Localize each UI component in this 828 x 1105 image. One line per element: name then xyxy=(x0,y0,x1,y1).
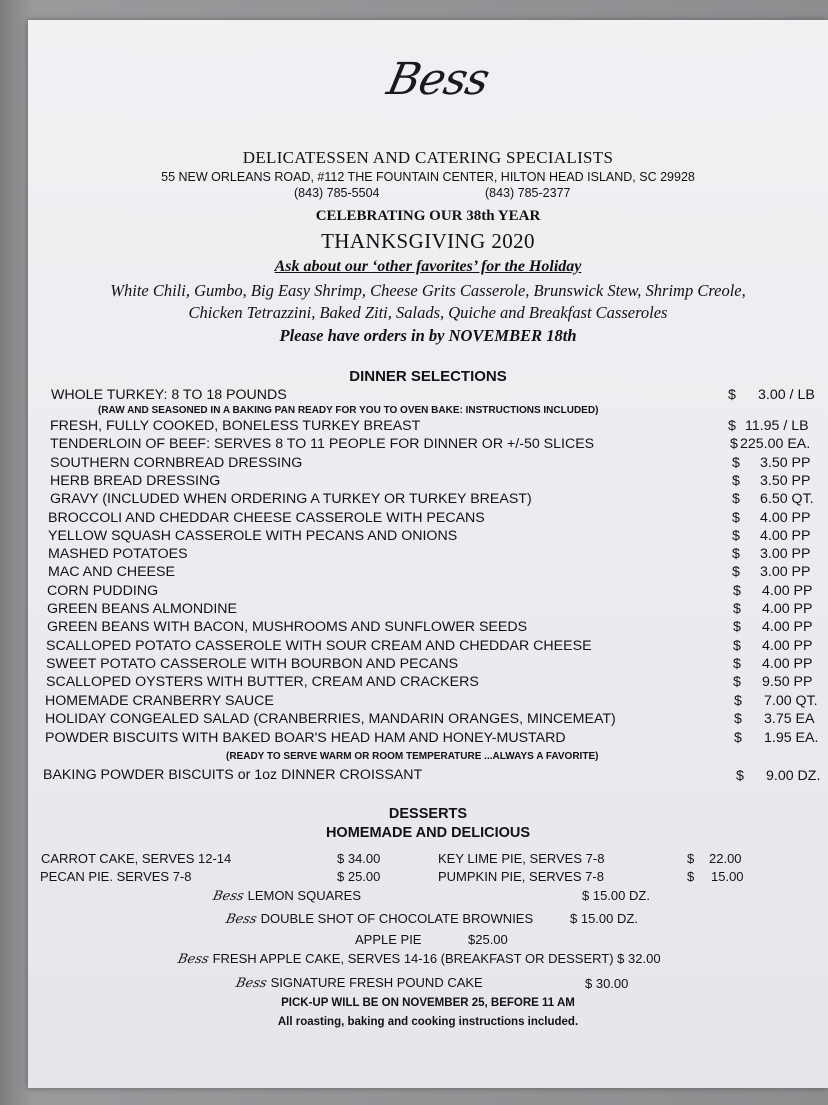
bess-mini-logo: Bess xyxy=(211,889,246,904)
menu-item-price: 4.00 PP xyxy=(762,619,813,635)
dessert-price: $ 15.00 DZ. xyxy=(570,911,638,926)
dinner-selections-title: DINNER SELECTIONS xyxy=(349,368,507,385)
menu-item-name: MAC AND CHEESE xyxy=(48,564,175,580)
special-pound-cake xyxy=(236,975,483,991)
menu-item-name: POWDER BISCUITS WITH BAKED BOAR'S HEAD HAM AND HONEY-MUSTARD xyxy=(45,730,566,746)
menu-item-name: SWEET POTATO CASSEROLE WITH BOURBON AND PECANS xyxy=(46,656,459,672)
special-apple-cake xyxy=(178,951,661,967)
dessert-name: DOUBLE SHOT OF CHOCOLATE BROWNIES xyxy=(260,911,534,926)
menu-item-price: 4.00 PP xyxy=(760,528,811,544)
menu-item-name: SCALLOPED OYSTERS WITH BUTTER, CREAM AND CRACKERS xyxy=(46,674,479,690)
menu-item-price: 4.00 PP xyxy=(760,510,811,526)
dollar-sign: $ xyxy=(733,638,741,654)
dessert-price: $ 25.00 xyxy=(337,869,381,884)
dollar-sign: $ xyxy=(732,564,740,580)
menu-item-name: HOMEMADE CRANBERRY SAUCE xyxy=(45,693,274,709)
dollar-sign: $ xyxy=(732,455,740,471)
menu-item-name: TENDERLOIN OF BEEF: SERVES 8 TO 11 PEOPLE FOR DINNER OR +/-50 SLICES xyxy=(50,436,595,452)
menu-item-name: BAKING POWDER BISCUITS or 1oz DINNER CROISSANT xyxy=(43,767,423,783)
bess-mini-logo: Bess xyxy=(176,952,211,967)
menu-item-price: 7.00 QT. xyxy=(764,693,818,709)
menu-item-price: 3.75 EA xyxy=(764,711,815,727)
menu-item-price: 3.00 PP xyxy=(760,546,811,562)
menu-item-price: 1.95 EA. xyxy=(764,730,819,746)
menu-item-name: SCALLOPED POTATO CASSEROLE WITH SOUR CREAM AND CHEDDAR CHEESE xyxy=(46,638,592,654)
menu-item-price: 3.50 PP xyxy=(760,455,811,471)
dollar-sign: $ xyxy=(734,711,742,727)
menu-item-price: 4.00 PP xyxy=(762,601,813,617)
dessert-price: $ 30.00 xyxy=(585,976,629,991)
menu-item-name: GREEN BEANS ALMONDINE xyxy=(47,601,237,617)
instructions-info: All roasting, baking and cooking instructions included. xyxy=(277,1016,579,1028)
dessert-name: PUMPKIN PIE, SERVES 7-8 xyxy=(438,869,604,884)
menu-item-price: 4.00 PP xyxy=(762,638,813,654)
special-lemon-squares xyxy=(213,888,361,904)
address: 55 NEW ORLEANS ROAD, #112 THE FOUNTAIN CENTER, HILTON HEAD ISLAND, SC 29928 xyxy=(161,170,695,184)
menu-item-price: 3.00 / LB xyxy=(758,387,815,403)
dessert-name: PECAN PIE. SERVES 7-8 xyxy=(40,869,192,884)
dollar-sign: $ xyxy=(734,730,742,746)
favorites-line-1: White Chili, Gumbo, Big Easy Shrimp, Cheese Grits Casserole, Brunswick Stew, Shrimp Creole, xyxy=(110,281,746,300)
menu-item-name: SOUTHERN CORNBREAD DRESSING xyxy=(50,455,303,471)
dessert-name: CARROT CAKE, SERVES 12-14 xyxy=(41,851,232,866)
dollar-sign: $ xyxy=(732,491,740,507)
menu-item-price: 4.00 PP xyxy=(762,583,813,599)
dollar-sign: $ xyxy=(732,473,740,489)
menu-item-price: 4.00 PP xyxy=(762,656,813,672)
company-tagline: DELICATESSEN AND CATERING SPECIALISTS xyxy=(242,148,614,167)
pickup-info: PICK-UP WILL BE ON NOVEMBER 25, BEFORE 11 AM xyxy=(281,997,575,1009)
dessert-name: KEY LIME PIE, SERVES 7-8 xyxy=(438,851,605,866)
desserts-subtitle: HOMEMADE AND DELICIOUS xyxy=(325,825,531,841)
dollar-sign: $ xyxy=(733,583,741,599)
menu-item-name: MASHED POTATOES xyxy=(48,546,188,562)
menu-sheet xyxy=(28,20,828,1088)
special-brownies xyxy=(226,911,533,927)
dollar-sign: $ xyxy=(736,768,744,784)
menu-item-name: GREEN BEANS WITH BACON, MUSHROOMS AND SUNFLOWER SEEDS xyxy=(47,619,528,635)
dessert-price: $25.00 xyxy=(468,932,508,947)
dessert-name: FRESH APPLE CAKE, SERVES 14-16 (BREAKFAST OR DESSERT) $ 32.00 xyxy=(212,951,661,966)
ask-favorites: Ask about our ‘other favorites’ for the Holiday xyxy=(274,258,582,275)
menu-item-price: 11.95 / LB xyxy=(745,418,809,434)
dollar-sign: $ xyxy=(732,510,740,526)
dollar-sign: $ xyxy=(730,436,738,452)
menu-item-name: HOLIDAY CONGEALED SALAD (CRANBERRIES, MANDARIN ORANGES, MINCEMEAT) xyxy=(45,711,616,727)
menu-item-name: CORN PUDDING xyxy=(47,583,159,599)
menu-item-price: 3.50 PP xyxy=(760,473,811,489)
dessert-name: LEMON SQUARES xyxy=(247,888,362,903)
dollar-sign: $ xyxy=(733,619,741,635)
favorites-line-2: Chicken Tetrazzini, Baked Ziti, Salads, Quiche and Breakfast Casseroles xyxy=(188,303,668,322)
dollar-sign: $ xyxy=(728,387,736,403)
dessert-price: 22.00 xyxy=(709,851,742,866)
dollar-sign: $ xyxy=(734,693,742,709)
menu-item-price: 9.00 DZ. xyxy=(766,768,821,784)
menu-item-price: 3.00 PP xyxy=(760,564,811,580)
dollar-sign: $ xyxy=(733,674,741,690)
dessert-price: $ 34.00 xyxy=(337,851,381,866)
menu-item-name: HERB BREAD DRESSING xyxy=(50,473,221,489)
turkey-note: (RAW AND SEASONED IN A BAKING PAN READY FOR YOU TO OVEN BAKE: INSTRUCTIONS INCLUDED) xyxy=(98,405,599,416)
menu-item-price: 9.50 PP xyxy=(762,674,813,690)
biscuits-note: (READY TO SERVE WARM OR ROOM TEMPERATURE ...ALWAYS A FAVORITE) xyxy=(226,751,599,762)
dollar-sign: $ xyxy=(732,528,740,544)
event-title: THANKSGIVING 2020 xyxy=(321,229,535,253)
dollar-sign: $ xyxy=(728,418,736,434)
menu-item-name: YELLOW SQUASH CASSEROLE WITH PECANS AND ONIONS xyxy=(48,528,458,544)
dollar-sign: $ xyxy=(687,869,695,884)
menu-item-name: FRESH, FULLY COOKED, BONELESS TURKEY BREAST xyxy=(50,418,421,434)
dessert-name: SIGNATURE FRESH POUND CAKE xyxy=(270,975,483,990)
dessert-price: $ 15.00 DZ. xyxy=(582,888,650,903)
menu-item-name: WHOLE TURKEY: 8 TO 18 POUNDS xyxy=(51,387,287,403)
dessert-name: APPLE PIE xyxy=(355,932,422,947)
menu-item-price: 225.00 EA. xyxy=(740,436,811,452)
menu-item-name: GRAVY (INCLUDED WHEN ORDERING A TURKEY OR TURKEY BREAST) xyxy=(50,491,532,507)
order-deadline: Please have orders in by NOVEMBER 18th xyxy=(279,326,577,345)
menu-item-name: BROCCOLI AND CHEDDAR CHEESE CASSEROLE WITH PECANS xyxy=(48,510,485,526)
bess-mini-logo: Bess xyxy=(224,912,259,927)
dessert-price: 15.00 xyxy=(711,869,744,884)
dollar-sign: $ xyxy=(733,656,741,672)
celebrating-line: CELEBRATING OUR 38th YEAR xyxy=(315,208,541,224)
desserts-title: DESSERTS xyxy=(388,806,468,822)
bess-mini-logo: Bess xyxy=(234,976,269,991)
phone-1: (843) 785-5504 xyxy=(294,186,380,200)
phone-2: (843) 785-2377 xyxy=(485,186,571,200)
dollar-sign: $ xyxy=(687,851,695,866)
dollar-sign: $ xyxy=(732,546,740,562)
menu-item-price: 6.50 QT. xyxy=(760,491,814,507)
bess-logo: Bess xyxy=(382,54,494,105)
dollar-sign: $ xyxy=(733,601,741,617)
